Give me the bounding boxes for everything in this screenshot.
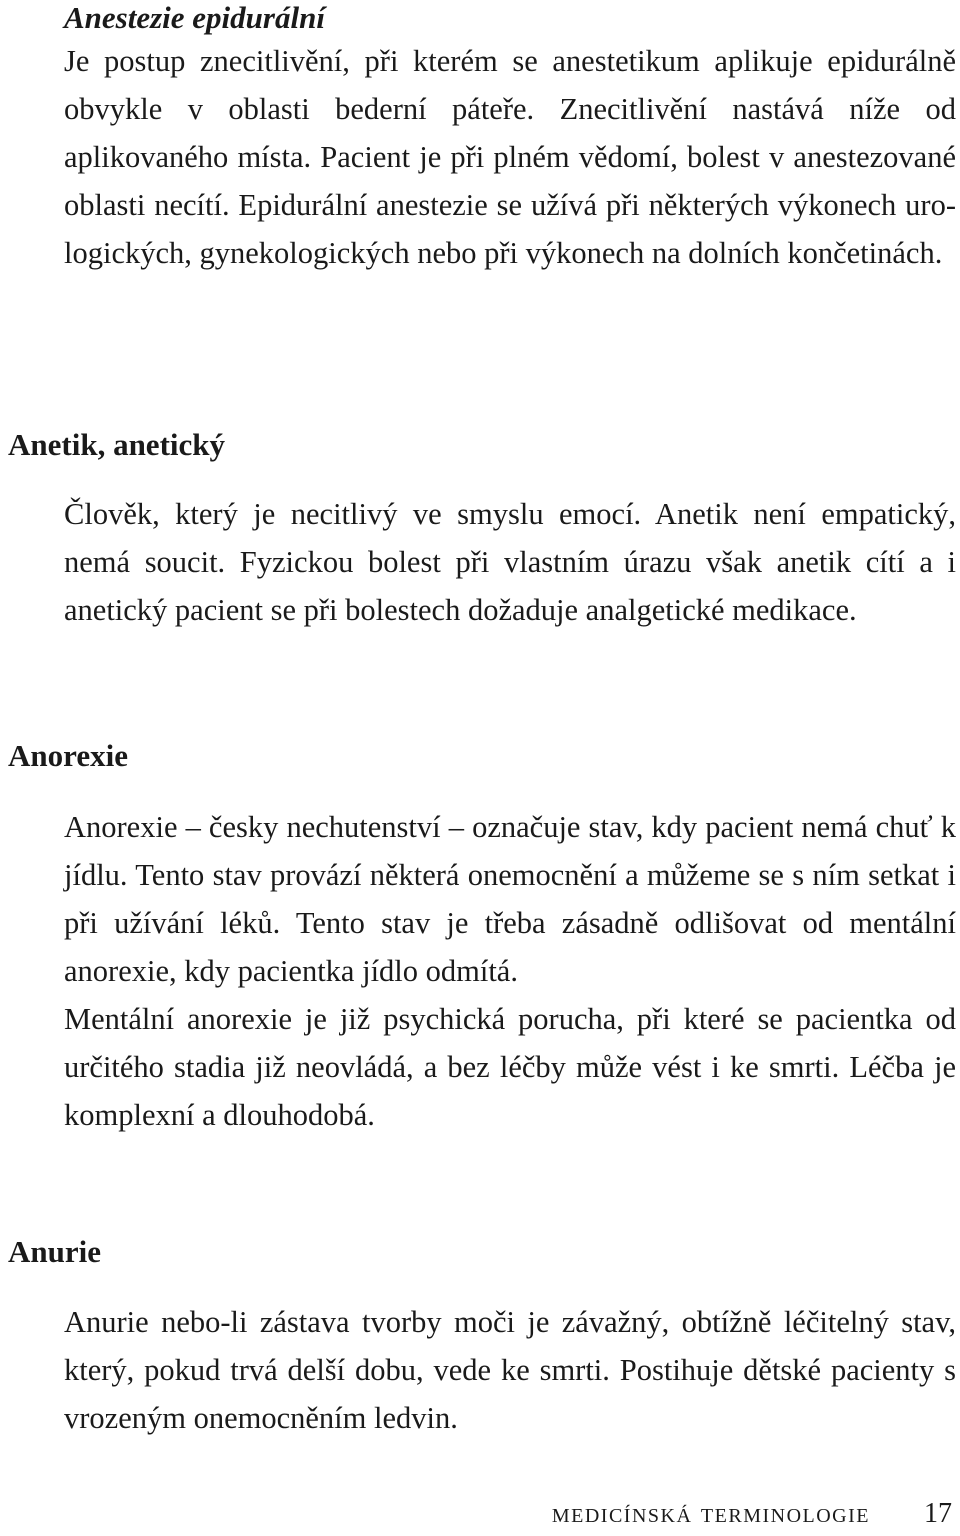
entry-body [64,1298,956,1442]
entry-heading: Anorexie [8,738,128,773]
entry-paragraph: Mentální anorexie je již psychická porucha, při které se pacientka od určitého stadia již neovládá, a bez léčby může vést i ke smrti. Léčba je komplexní a dlouhodobá. [64,1002,956,1132]
page-number: 17 [924,1498,952,1529]
entry-heading: Anurie [8,1234,101,1269]
entry-heading: Anestezie epidurální [64,0,325,35]
entry-body [64,803,956,1139]
entry-body [64,37,956,277]
entry-body [64,490,956,634]
entry-paragraph: Anurie nebo-li zástava tvorby moči je závažný, obtížně léčitelný stav, který, pokud trvá delší dobu, vede ke smrti. Postihuje dětské pacienty s vrozeným onemocněním ledvin. [64,1305,956,1435]
entry-paragraph: Člověk, který je necitlivý ve smyslu emocí. Anetik není empatický, nemá soucit. Fyzickou bolest při vlastním úrazu však anetik cítí a i anetický pacient se při bolestech dožaduje analgetické medikace. [64,497,956,627]
entry-paragraph: Je postup znecitlivění, při kterém se anestetikum aplikuje epidurálně obvykle v oblasti bederní páteře. Znecitlivění nastává níže od aplikovaného místa. Pacient je při plném vědomí, bolest v anestezované oblasti necítí. Epidurální anestezie se užívá při některých výkonech urologických, gynekologických nebo při výkonech na dolních končetinách. [64,44,956,270]
running-title: medicínská terminologie [551,1498,870,1529]
page-footer [552,1494,952,1534]
entry-paragraph: Anorexie – česky nechutenství – označuje stav, kdy pacient nemá chuť k jídlu. Tento stav provází některá onemocnění a můžeme se s ním setkat i při užívání léků. Tento stav je třeba zásadně odlišovat od mentální anorexie, kdy pacientka jídlo odmítá. [64,810,956,988]
entry-heading: Anetik, anetický [8,427,225,462]
